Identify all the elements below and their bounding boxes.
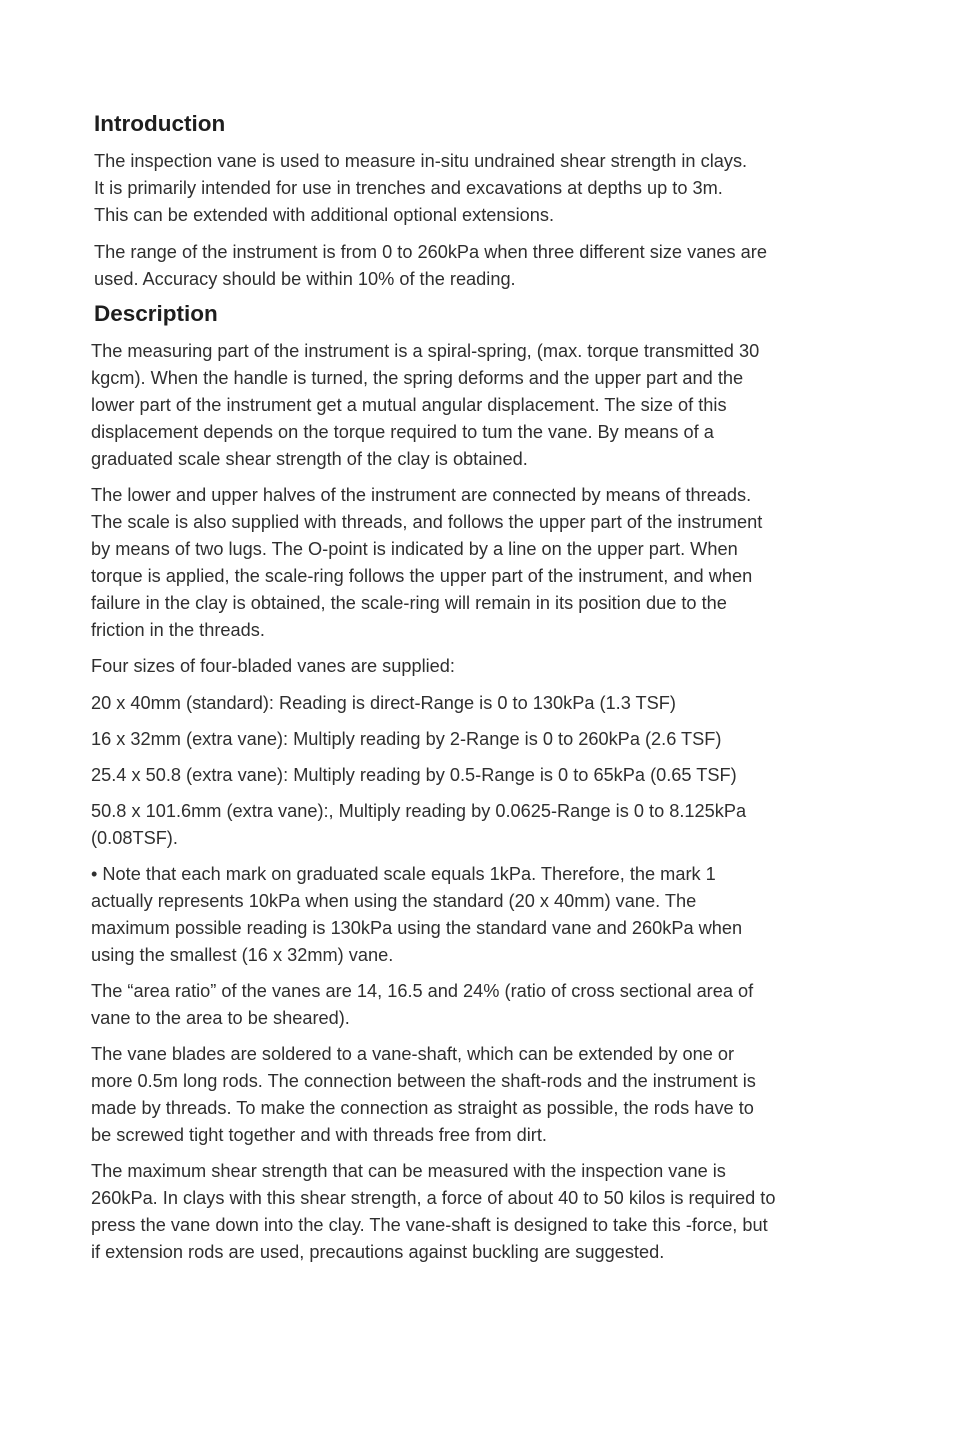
desc-paragraph-threads: The lower and upper halves of the instrument are connected by means of threads. The scale is also supplied with threads, and follows the upper part of the instrument by means of two lugs. The O-point is indicated by a line on the upper part. When torque is applied, the scale-ring follows the upper part of the instrument, and when failure in the clay is obtained, the scale-ring will remain in its position due to the friction in the threads. — [91, 485, 763, 640]
desc-paragraph-max-shear: The maximum shear strength that can be measured with the inspection vane is 260kPa. In clays with this shear strength, a force of about 40 to 50 kilos is required to press the vane down into the clay. The vane-shaft is designed to take this -force, but if extension rods are used, precautions against buckling are suggested. — [91, 1161, 776, 1262]
vane-size-16x32: 16 x 32mm (extra vane): Multiply reading by 2-Range is 0 to 260kPa (2.6 TSF) — [91, 729, 722, 749]
desc-paragraph-scale-note: • Note that each mark on graduated scale equals 1kPa. Therefore, the mark 1 actually represents 10kPa when using the standard (20 x 40mm) vane. The maximum possible reading is 130kPa using the standard vane and 260kPa when using the smallest (16 x 32mm) vane. — [91, 864, 743, 965]
desc-paragraph-spring: The measuring part of the instrument is a spiral-spring, (max. torque transmitted 30 kgcm). When the handle is turned, the spring deforms and the upper part and the lower part of the instrument get a mutual angular displacement. The size of this displacement depends on the torque required to tum the vane. By means of a graduated scale shear strength of the clay is obtained. — [91, 341, 760, 469]
intro-paragraph-purpose: The inspection vane is used to measure in-situ undrained shear strength in clays. It is primarily intended for use in trenches and excavations at depths up to 3m. This can be extended with additional optional extensions. — [94, 151, 748, 225]
description-heading: Description — [94, 301, 218, 326]
desc-paragraph-vane-sizes-intro: Four sizes of four-bladed vanes are supplied: — [91, 656, 455, 676]
vane-size-standard: 20 x 40mm (standard): Reading is direct-Range is 0 to 130kPa (1.3 TSF) — [91, 693, 676, 713]
intro-paragraph-range: The range of the instrument is from 0 to 260kPa when three different size vanes are used. Accuracy should be within 10% of the reading. — [94, 242, 767, 289]
desc-paragraph-area-ratio: The “area ratio” of the vanes are 14, 16.5 and 24% (ratio of cross sectional area of vane to the area to be sheared). — [91, 981, 754, 1028]
vane-size-25x50: 25.4 x 50.8 (extra vane): Multiply reading by 0.5-Range is 0 to 65kPa (0.65 TSF) — [91, 765, 737, 785]
desc-paragraph-vane-shaft: The vane blades are soldered to a vane-shaft, which can be extended by one or more 0.5m long rods. The connection between the shaft-rods and the instrument is made by threads. To make the connection as straight as possible, the rods have to be screwed tight together and with threads free from dirt. — [91, 1044, 756, 1145]
introduction-heading: Introduction — [94, 111, 226, 136]
vane-size-50x101: 50.8 x 101.6mm (extra vane):, Multiply reading by 0.0625-Range is 0 to 8.125kPa (0.08TSF). — [91, 801, 747, 848]
